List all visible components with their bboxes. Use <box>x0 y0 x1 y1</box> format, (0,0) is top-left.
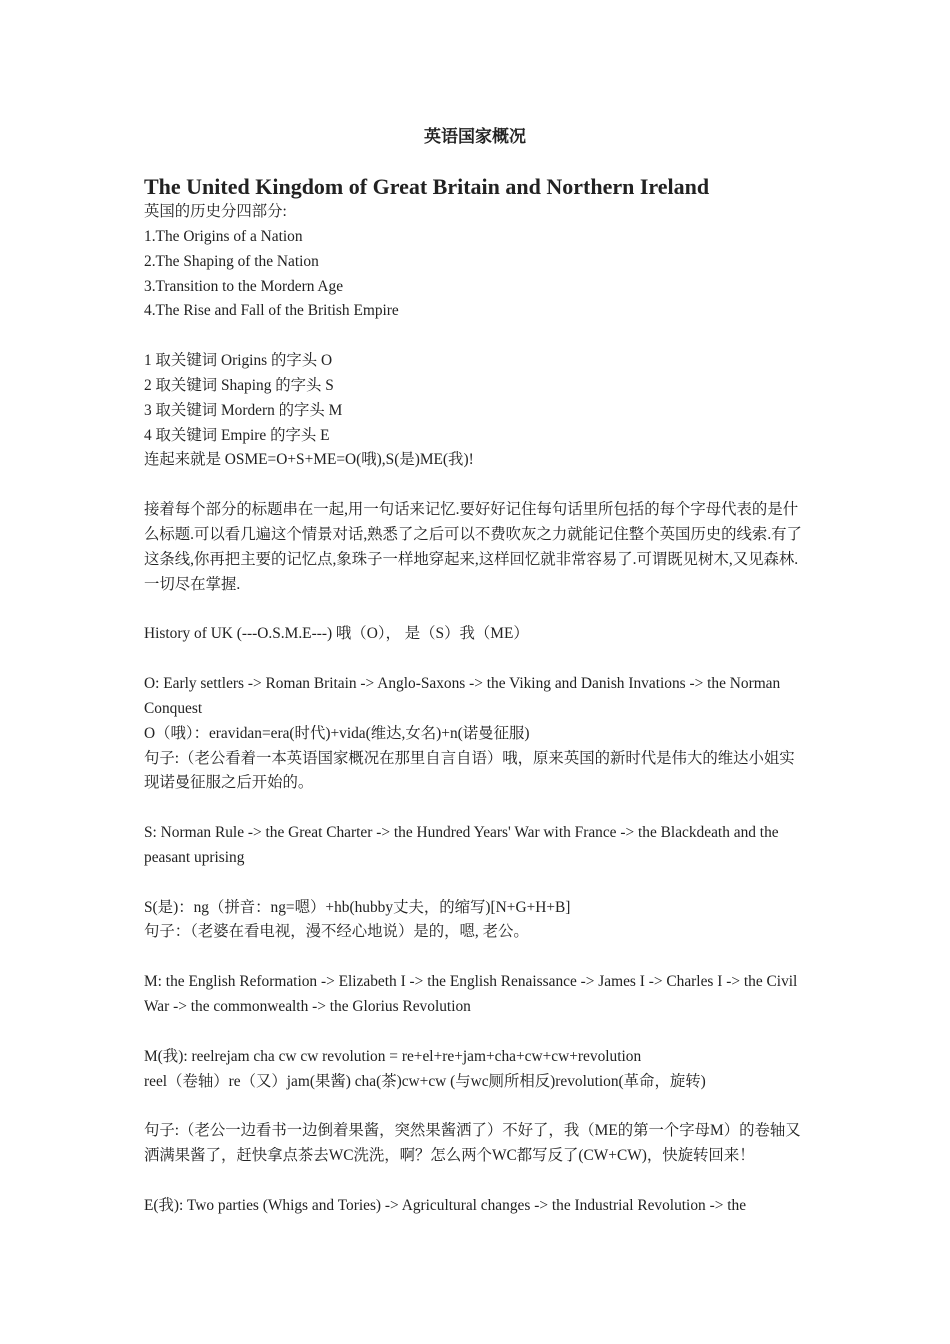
keyword-item: 4 取关键词 Empire 的字头 E <box>144 426 330 444</box>
o-mnemonic: O（哦）：eravidan=era(时代)+vida(维达,女名)+n(诺曼征服) <box>144 724 530 742</box>
keyword-item: 1 取关键词 Origins 的字头 O <box>144 352 333 370</box>
combined-line: 连起来就是 OSME=O+S+ME=O(哦),S(是)ME(我)! <box>144 451 474 469</box>
m-mnemonic: M(我): reelrejam cha cw cw revolution = re+el+re+jam+cha+cw+cw+revolution <box>144 1047 642 1065</box>
keyword-item: 3 取关键词 Mordern 的字头 M <box>144 401 343 419</box>
intro-line: 英国的历史分四部分: <box>144 203 287 220</box>
m-sentence: 句子:（老公一边看书一边倒着果酱，突然果酱洒了）不好了，我（ME的第一个字母M）的卷轴又洒满果酱了，赶快拿点茶去WC洗洗，啊？怎么两个WC都写反了(CW+CW)，快旋转回来！ <box>144 1122 801 1165</box>
part-item: 1.The Origins of a Nation <box>144 227 303 245</box>
s-mnemonic: S(是)：ng（拼音：ng=嗯）+hb(hubby丈夫，的缩写)[N+G+H+B] <box>144 898 571 916</box>
e-timeline: E(我): Two parties (Whigs and Tories) -> Agricultural changes -> the Industrial Revolution -> the <box>144 1196 747 1214</box>
keyword-item: 2 取关键词 Shaping 的字头 S <box>144 376 334 394</box>
o-sentence: 句子:（老公看着一本英语国家概况在那里自言自语）哦，原来英国的新时代是伟大的维达小姐实现诺曼征服之后开始的。 <box>144 749 795 792</box>
m-timeline: M: the English Reformation -> Elizabeth I -> the English Renaissance -> James I -> Charles I -> the Civil War -> the commonwealth -> the Glorius Revolution <box>144 973 798 1015</box>
s-sentence: 句子：（老婆在看电视，漫不经心地说）是的，嗯, 老公。 <box>144 923 529 941</box>
s-timeline: S: Norman Rule -> the Great Charter -> the Hundred Years' War with France -> the Blackdeath and the peasant uprising <box>144 824 779 866</box>
explanation-paragraph: 接着每个部分的标题串在一起,用一句话来记忆.要好好记住每句话里所包括的每个字母代表的是什么标题.可以看几遍这个情景对话,熟悉了之后可以不费吹灰之力就能记住整个英国历史的线索.有了这条线,你再把主要的记忆点,象珠子一样地穿起来,这样回忆就非常容易了.可谓既见树木,又见森林.一切尽在掌握. <box>144 501 802 593</box>
history-line: History of UK (---O.S.M.E---) 哦（O）， 是（S）我（ME） <box>144 625 529 643</box>
m-gloss: reel（卷轴）re（又）jam(果酱) cha(茶)cw+cw (与wc厕所相反)revolution(革命，旋转) <box>144 1072 706 1090</box>
section-heading: The United Kingdom of Great Britain and Northern Ireland <box>144 174 710 199</box>
part-item: 2.The Shaping of the Nation <box>144 252 319 270</box>
document-body <box>144 200 810 1219</box>
document-title: 英语国家概况 <box>424 127 526 146</box>
o-timeline: O: Early settlers -> Roman Britain -> Anglo-Saxons -> the Viking and Danish Invations -> the Norman Conquest <box>144 675 781 717</box>
part-item: 3.Transition to the Mordern Age <box>144 277 344 295</box>
part-item: 4.The Rise and Fall of the British Empire <box>144 302 399 320</box>
